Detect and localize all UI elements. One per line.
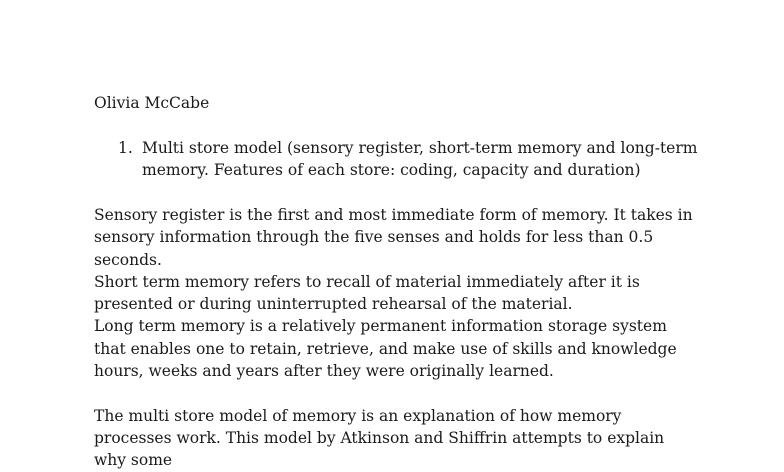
paragraph-spacer xyxy=(94,382,694,404)
document-body xyxy=(94,204,694,472)
numbered-list-item xyxy=(118,137,698,182)
list-number: 1. xyxy=(118,139,133,157)
paragraph-multi-store-model: The multi store model of memory is an explanation of how memory processes work. This model by Atkinson and Shiffrin attempts to explain why some xyxy=(94,406,665,470)
paragraph-long-term-memory: Long term memory is a relatively permanent information storage system that enables one to retain, retrieve, and make use of skills and knowledge hours, weeks and years after they were originally learned. xyxy=(94,317,677,381)
list-item-text: Multi store model (sensory register, short-term memory and long-term memory. Features of each store: coding, capacity and duration) xyxy=(142,139,698,180)
paragraph-sensory-register: Sensory register is the first and most immediate form of memory. It takes in sensory information through the five senses and holds for less than 0.5 seconds. xyxy=(94,206,693,269)
paragraph-short-term-memory: Short term memory refers to recall of material immediately after it is presented or during uninterrupted rehearsal of the material. xyxy=(94,272,640,314)
author-name: Olivia McCabe xyxy=(94,94,210,112)
